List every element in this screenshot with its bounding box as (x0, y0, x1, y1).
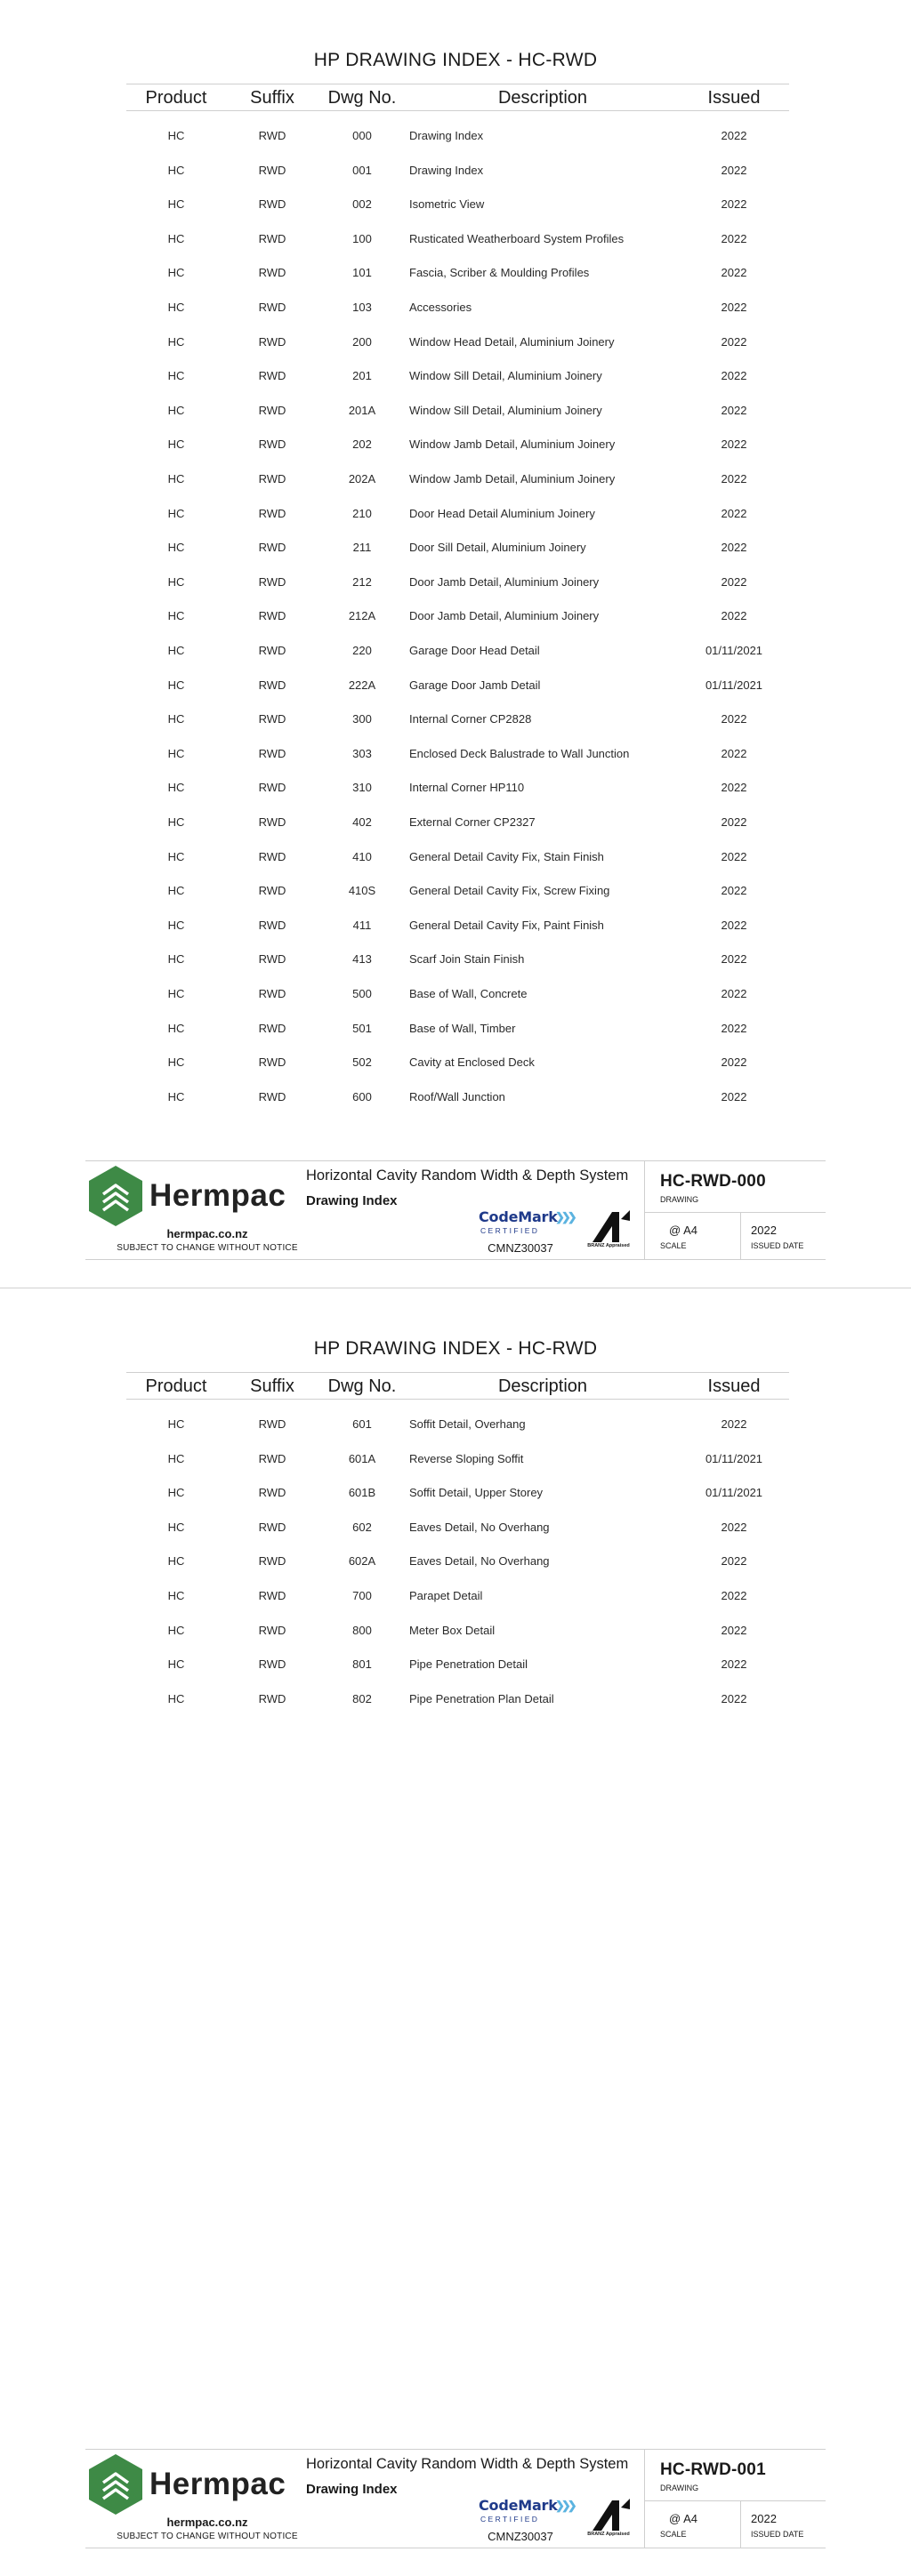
cell-issued: 01/11/2021 (705, 1486, 763, 1500)
cell-description: Roof/Wall Junction (409, 1089, 505, 1103)
table-row (0, 1450, 911, 1468)
cell-product: HC (167, 849, 185, 863)
website-text: hermpac.co.nz (166, 1227, 248, 1240)
table-row (0, 779, 911, 797)
cell-product: HC (167, 884, 185, 898)
drawing-label: DRAWING (660, 2484, 699, 2492)
cell-product: HC (167, 1520, 185, 1534)
cell-suffix: RWD (258, 1657, 286, 1672)
cell-description: Soffit Detail, Overhang (409, 1417, 526, 1431)
branz-text: BRANZ Appraised (587, 1243, 630, 1248)
cell-product: HC (167, 918, 185, 932)
title-block-cell-divider (644, 2500, 826, 2501)
cell-suffix: RWD (258, 1554, 286, 1569)
cell-issued: 2022 (721, 1021, 747, 1035)
cell-suffix: RWD (258, 301, 286, 314)
cell-description: Cavity at Enclosed Deck (409, 1055, 535, 1070)
cell-description: Base of Wall, Timber (409, 1021, 516, 1035)
table-row (0, 470, 911, 488)
cell-dwg-no: 300 (352, 712, 372, 726)
cell-description: Accessories (409, 301, 472, 314)
cell-suffix: RWD (258, 1623, 286, 1637)
cell-dwg-no: 103 (352, 301, 372, 314)
cell-issued: 2022 (721, 987, 747, 1000)
cell-product: HC (167, 1451, 185, 1465)
cell-suffix: RWD (258, 644, 286, 657)
cell-dwg-no: 402 (352, 815, 372, 829)
cell-issued: 2022 (721, 472, 747, 486)
cell-issued: 2022 (721, 163, 747, 177)
cell-description: Door Head Detail Aluminium Joinery (409, 506, 595, 520)
title-block-top-rule (85, 1160, 826, 1161)
cell-dwg-no: 602A (348, 1554, 376, 1569)
cell-product: HC (167, 712, 185, 726)
cell-issued: 2022 (721, 849, 747, 863)
issued-date-label: ISSUED DATE (751, 1241, 804, 1250)
notice-text: SUBJECT TO CHANGE WITHOUT NOTICE (117, 2532, 298, 2541)
table-row (0, 436, 911, 453)
cell-description: Scarf Join Stain Finish (409, 952, 525, 967)
cell-description: Isometric View (409, 197, 485, 212)
cell-suffix: RWD (258, 918, 286, 932)
cell-suffix: RWD (258, 1589, 286, 1602)
cell-description: Window Head Detail, Aluminium Joinery (409, 334, 615, 349)
table-row (0, 1587, 911, 1605)
cell-suffix: RWD (258, 403, 286, 417)
cell-description: Garage Door Head Detail (409, 644, 540, 657)
issued-date-value: 2022 (751, 2512, 777, 2525)
cell-dwg-no: 211 (352, 541, 372, 555)
table-row (0, 814, 911, 831)
cell-product: HC (167, 1657, 185, 1672)
cell-issued: 2022 (721, 334, 747, 349)
chevron-right-icon: ❯❯❯ (555, 2499, 574, 2512)
table-row (0, 882, 911, 900)
notice-text: SUBJECT TO CHANGE WITHOUT NOTICE (117, 1243, 298, 1253)
cell-dwg-no: 212A (348, 609, 376, 623)
column-header-suffix: Suffix (250, 88, 294, 108)
cell-dwg-no: 410 (352, 849, 372, 863)
sheet-name: Drawing Index (306, 2482, 398, 2497)
cell-suffix: RWD (258, 746, 286, 760)
brand-name: Hermpac (149, 1178, 286, 1213)
table-row (0, 402, 911, 420)
cell-product: HC (167, 1623, 185, 1637)
header-rule-bottom (126, 110, 789, 111)
cell-suffix: RWD (258, 334, 286, 349)
cell-description: General Detail Cavity Fix, Paint Finish (409, 918, 604, 932)
cell-description: External Corner CP2327 (409, 815, 536, 829)
cell-suffix: RWD (258, 369, 286, 383)
cell-suffix: RWD (258, 574, 286, 589)
cell-product: HC (167, 506, 185, 520)
branz-text: BRANZ Appraised (587, 2532, 630, 2537)
cell-description: Parapet Detail (409, 1589, 483, 1602)
cell-dwg-no: 220 (352, 644, 372, 657)
cell-issued: 2022 (721, 1657, 747, 1672)
drawing-label: DRAWING (660, 1195, 699, 1204)
column-header-issued: Issued (707, 88, 761, 108)
table-row (0, 951, 911, 968)
cell-dwg-no: 201A (348, 403, 376, 417)
cell-suffix: RWD (258, 952, 286, 967)
cell-description: Window Sill Detail, Aluminium Joinery (409, 369, 602, 383)
scale-label: SCALE (660, 1241, 687, 1250)
table-row (0, 1054, 911, 1071)
cell-dwg-no: 601B (348, 1486, 376, 1500)
cell-issued: 01/11/2021 (705, 644, 763, 657)
cell-issued: 2022 (721, 403, 747, 417)
cell-dwg-no: 200 (352, 334, 372, 349)
title-block-top-rule (85, 2449, 826, 2450)
cell-product: HC (167, 815, 185, 829)
drawing-code: HC-RWD-001 (660, 2460, 766, 2479)
cell-product: HC (167, 1486, 185, 1500)
cell-dwg-no: 303 (352, 746, 372, 760)
codemark-logo (479, 2497, 578, 2525)
cell-issued: 2022 (721, 884, 747, 898)
title-block-divider (644, 2449, 645, 2548)
drawing-code: HC-RWD-000 (660, 1172, 766, 1191)
cell-dwg-no: 801 (352, 1657, 372, 1672)
table-row (0, 642, 911, 660)
cell-product: HC (167, 334, 185, 349)
cell-issued: 2022 (721, 231, 747, 245)
table-row (0, 505, 911, 523)
column-header-description: Description (497, 1376, 588, 1396)
cell-suffix: RWD (258, 197, 286, 212)
cell-product: HC (167, 266, 185, 280)
cell-issued: 2022 (721, 1691, 747, 1705)
table-row (0, 299, 911, 317)
cell-description: Eaves Detail, No Overhang (409, 1554, 550, 1569)
cell-dwg-no: 002 (352, 197, 372, 212)
cell-product: HC (167, 1554, 185, 1569)
column-header-description: Description (497, 88, 588, 108)
sheet-name: Drawing Index (306, 1193, 398, 1208)
cell-suffix: RWD (258, 266, 286, 280)
cell-dwg-no: 411 (352, 918, 372, 932)
cell-description: Door Jamb Detail, Aluminium Joinery (409, 574, 600, 589)
cell-dwg-no: 802 (352, 1691, 372, 1705)
cell-product: HC (167, 437, 185, 452)
cell-issued: 2022 (721, 574, 747, 589)
cell-suffix: RWD (258, 678, 286, 692)
table-row (0, 196, 911, 213)
cell-dwg-no: 600 (352, 1089, 372, 1103)
codemark-number: CMNZ30037 (488, 1241, 553, 1255)
cell-issued: 2022 (721, 746, 747, 760)
title-block-cell-divider-vertical (740, 1212, 741, 1259)
table-row (0, 162, 911, 180)
table-row (0, 1690, 911, 1708)
cell-issued: 2022 (721, 1554, 747, 1569)
cell-product: HC (167, 301, 185, 314)
table-row (0, 574, 911, 591)
chevron-right-icon: ❯❯❯ (555, 1210, 574, 1224)
table-row (0, 230, 911, 248)
cell-dwg-no: 202 (352, 437, 372, 452)
title-block (85, 2447, 826, 2552)
issued-date-label: ISSUED DATE (751, 2530, 804, 2539)
cell-dwg-no: 502 (352, 1055, 372, 1070)
cell-product: HC (167, 644, 185, 657)
cell-product: HC (167, 231, 185, 245)
title-block-cell-divider-vertical (740, 2500, 741, 2548)
cell-suffix: RWD (258, 437, 286, 452)
cell-product: HC (167, 1691, 185, 1705)
cell-dwg-no: 601 (352, 1417, 372, 1431)
cell-dwg-no: 500 (352, 987, 372, 1000)
cell-description: Drawing Index (409, 129, 484, 142)
branz-appraised-icon (585, 1207, 632, 1246)
cell-issued: 2022 (721, 815, 747, 829)
cell-issued: 2022 (721, 1520, 747, 1534)
cell-suffix: RWD (258, 1691, 286, 1705)
cell-dwg-no: 202A (348, 472, 376, 486)
table-row (0, 607, 911, 625)
cell-dwg-no: 700 (352, 1589, 372, 1602)
codemark-logo (479, 1208, 578, 1237)
table-row (0, 1519, 911, 1537)
cell-description: Internal Corner HP110 (409, 781, 525, 795)
table-row (0, 1656, 911, 1673)
cell-issued: 2022 (721, 369, 747, 383)
cell-product: HC (167, 1417, 185, 1431)
cell-dwg-no: 100 (352, 231, 372, 245)
cell-product: HC (167, 403, 185, 417)
cell-dwg-no: 413 (352, 952, 372, 967)
cell-description: Garage Door Jamb Detail (409, 678, 541, 692)
cell-product: HC (167, 746, 185, 760)
cell-product: HC (167, 369, 185, 383)
cell-description: Eaves Detail, No Overhang (409, 1520, 550, 1534)
scale-label: SCALE (660, 2530, 687, 2539)
table-row (0, 1416, 911, 1433)
cell-dwg-no: 800 (352, 1623, 372, 1637)
cell-product: HC (167, 1055, 185, 1070)
document-title: HP DRAWING INDEX - HC-RWD (313, 50, 598, 70)
table-row (0, 1484, 911, 1502)
cell-dwg-no: 000 (352, 129, 372, 142)
table-row (0, 677, 911, 694)
cell-product: HC (167, 781, 185, 795)
cell-product: HC (167, 472, 185, 486)
cell-product: HC (167, 574, 185, 589)
drawing-sheet-2 (0, 1288, 911, 2576)
cell-description: Enclosed Deck Balustrade to Wall Junction (409, 746, 630, 760)
cell-description: Window Sill Detail, Aluminium Joinery (409, 403, 602, 417)
column-header-dwg-no: Dwg No. (327, 88, 397, 108)
cell-description: General Detail Cavity Fix, Stain Finish (409, 849, 604, 863)
cell-dwg-no: 212 (352, 574, 372, 589)
scale-value: @ A4 (669, 2512, 697, 2525)
cell-description: Fascia, Scriber & Moulding Profiles (409, 266, 590, 280)
cell-issued: 2022 (721, 197, 747, 212)
codemark-wordmark: CodeMark (479, 2497, 558, 2514)
title-block-cell-divider (644, 1212, 826, 1213)
table-row (0, 539, 911, 557)
table-row (0, 917, 911, 935)
cell-product: HC (167, 541, 185, 555)
website-text: hermpac.co.nz (166, 2516, 248, 2529)
table-row (0, 264, 911, 282)
cell-suffix: RWD (258, 506, 286, 520)
cell-issued: 2022 (721, 1089, 747, 1103)
cell-dwg-no: 101 (352, 266, 372, 280)
cell-suffix: RWD (258, 1417, 286, 1431)
cell-issued: 2022 (721, 129, 747, 142)
cell-issued: 2022 (721, 952, 747, 967)
cell-description: Rusticated Weatherboard System Profiles (409, 231, 625, 245)
document-title: HP DRAWING INDEX - HC-RWD (313, 1338, 598, 1359)
cell-description: Base of Wall, Concrete (409, 987, 528, 1000)
table-row (0, 985, 911, 1003)
cell-suffix: RWD (258, 1486, 286, 1500)
brand-name: Hermpac (149, 2467, 286, 2501)
column-header-suffix: Suffix (250, 1376, 294, 1396)
cell-issued: 2022 (721, 918, 747, 932)
cell-issued: 2022 (721, 266, 747, 280)
system-name: Horizontal Cavity Random Width & Depth System (306, 2456, 629, 2472)
table-row (0, 710, 911, 728)
table-row (0, 1553, 911, 1570)
cell-suffix: RWD (258, 1055, 286, 1070)
codemark-wordmark: CodeMark (479, 1208, 558, 1225)
cell-dwg-no: 001 (352, 163, 372, 177)
header-rule-bottom (126, 1399, 789, 1400)
cell-issued: 2022 (721, 1623, 747, 1637)
cell-suffix: RWD (258, 781, 286, 795)
cell-description: Window Jamb Detail, Aluminium Joinery (409, 472, 616, 486)
cell-issued: 2022 (721, 506, 747, 520)
table-row (0, 745, 911, 763)
cell-issued: 2022 (721, 301, 747, 314)
cell-product: HC (167, 1589, 185, 1602)
table-row (0, 367, 911, 385)
cell-issued: 2022 (721, 1055, 747, 1070)
cell-description: Door Jamb Detail, Aluminium Joinery (409, 609, 600, 623)
cell-product: HC (167, 129, 185, 142)
cell-suffix: RWD (258, 163, 286, 177)
cell-description: Meter Box Detail (409, 1623, 496, 1637)
column-header-product: Product (145, 1376, 207, 1396)
column-header-issued: Issued (707, 1376, 761, 1396)
hermpac-logo-icon (87, 1164, 144, 1228)
issued-date-value: 2022 (751, 1224, 777, 1237)
cell-description: Window Jamb Detail, Aluminium Joinery (409, 437, 616, 452)
cell-product: HC (167, 163, 185, 177)
cell-description: Drawing Index (409, 163, 484, 177)
cell-suffix: RWD (258, 541, 286, 555)
column-header-product: Product (145, 88, 207, 108)
cell-product: HC (167, 987, 185, 1000)
cell-description: Pipe Penetration Detail (409, 1657, 528, 1672)
codemark-number: CMNZ30037 (488, 2530, 553, 2543)
cell-suffix: RWD (258, 712, 286, 726)
table-row (0, 127, 911, 145)
table-row (0, 1020, 911, 1038)
cell-dwg-no: 602 (352, 1520, 372, 1534)
header-rule-top (126, 1372, 789, 1373)
cell-description: Soffit Detail, Upper Storey (409, 1486, 544, 1500)
cell-product: HC (167, 609, 185, 623)
cell-issued: 2022 (721, 541, 747, 555)
table-row (0, 1088, 911, 1106)
cell-issued: 2022 (721, 712, 747, 726)
cell-suffix: RWD (258, 815, 286, 829)
cell-issued: 2022 (721, 1589, 747, 1602)
cell-dwg-no: 210 (352, 506, 372, 520)
hermpac-logo-icon (87, 2452, 144, 2516)
cell-description: Door Sill Detail, Aluminium Joinery (409, 541, 586, 555)
cell-suffix: RWD (258, 849, 286, 863)
column-header-dwg-no: Dwg No. (327, 1376, 397, 1396)
cell-issued: 2022 (721, 609, 747, 623)
cell-suffix: RWD (258, 987, 286, 1000)
title-block (85, 1159, 826, 1264)
cell-dwg-no: 501 (352, 1021, 372, 1035)
cell-dwg-no: 310 (352, 781, 372, 795)
cell-issued: 2022 (721, 1417, 747, 1431)
cell-product: HC (167, 1089, 185, 1103)
cell-suffix: RWD (258, 884, 286, 898)
cell-suffix: RWD (258, 1089, 286, 1103)
cell-dwg-no: 222A (348, 678, 376, 692)
cell-product: HC (167, 197, 185, 212)
cell-suffix: RWD (258, 231, 286, 245)
cell-issued: 2022 (721, 781, 747, 795)
cell-issued: 01/11/2021 (705, 678, 763, 692)
cell-description: General Detail Cavity Fix, Screw Fixing (409, 884, 610, 898)
cell-suffix: RWD (258, 1520, 286, 1534)
title-block-bottom-rule (85, 1259, 826, 1260)
cell-suffix: RWD (258, 1021, 286, 1035)
title-block-divider (644, 1160, 645, 1259)
cell-suffix: RWD (258, 129, 286, 142)
cell-dwg-no: 601A (348, 1451, 376, 1465)
table-row (0, 333, 911, 351)
cell-product: HC (167, 1021, 185, 1035)
codemark-certified-text: CERTIFIED (480, 1226, 540, 1235)
branz-appraised-icon (585, 2495, 632, 2534)
cell-dwg-no: 201 (352, 369, 372, 383)
cell-issued: 01/11/2021 (705, 1451, 763, 1465)
cell-description: Pipe Penetration Plan Detail (409, 1691, 554, 1705)
cell-suffix: RWD (258, 609, 286, 623)
cell-suffix: RWD (258, 1451, 286, 1465)
cell-product: HC (167, 952, 185, 967)
cell-product: HC (167, 678, 185, 692)
scale-value: @ A4 (669, 1224, 697, 1237)
table-row (0, 1622, 911, 1640)
cell-dwg-no: 410S (348, 884, 376, 898)
cell-issued: 2022 (721, 437, 747, 452)
system-name: Horizontal Cavity Random Width & Depth System (306, 1168, 629, 1184)
cell-description: Reverse Sloping Soffit (409, 1451, 524, 1465)
cell-suffix: RWD (258, 472, 286, 486)
table-row (0, 848, 911, 866)
cell-description: Internal Corner CP2828 (409, 712, 532, 726)
codemark-certified-text: CERTIFIED (480, 2515, 540, 2524)
